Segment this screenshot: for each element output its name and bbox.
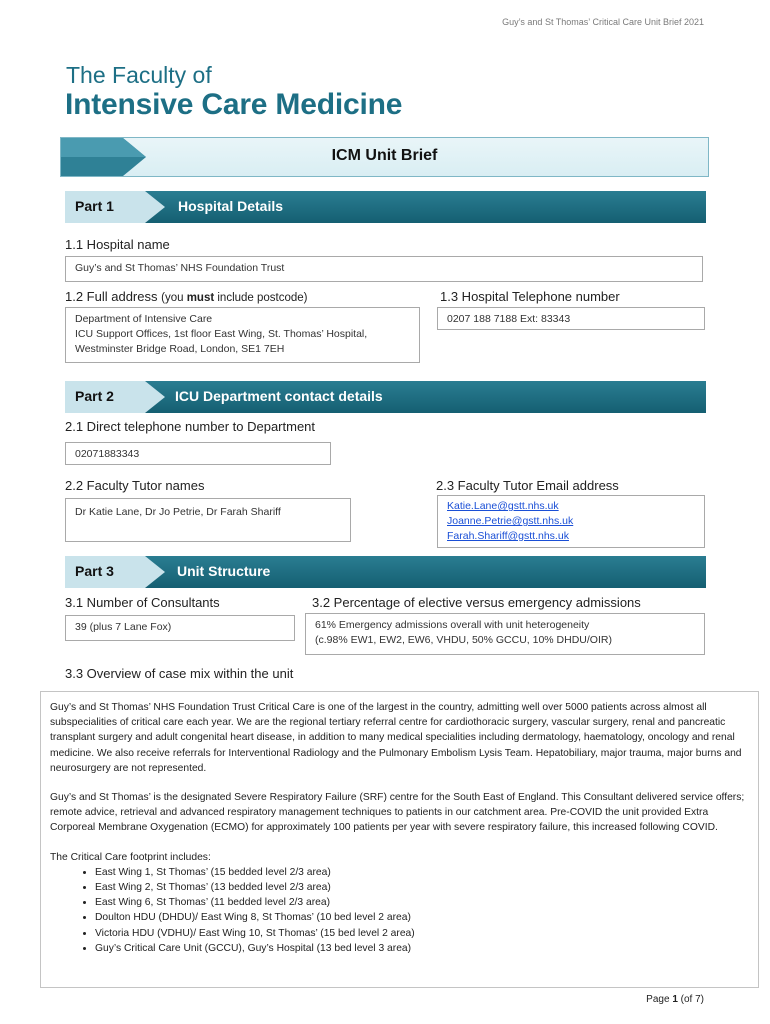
case-mix-paragraph-2: Guy’s and St Thomas’ is the designated Severe Respiratory Failure (SRF) centre for the South East of England. This Consultant delivered service offers; remote advice, retrieval and advanced respiratory management techniques to patients in our catchment area. Pre-COVID the unit provided Extra Corporeal Membrane Oxygenation (ECMO) for approximately 100 patients per year with severe respiratory failure, this increased following COVID. xyxy=(50,792,745,834)
faculty-logo-line2: Intensive Care Medicine xyxy=(65,88,403,121)
address-line: ICU Support Offices, 1st floor East Wing, St. Thomas’ Hospital, xyxy=(75,328,368,340)
case-mix-paragraph-1: Guy’s and St Thomas’ NHS Foundation Trust Critical Care is one of the largest in the country, admitting well over 5000 patients across almost all subspecialities of critical care each year. We are the regional tertiary referral centre for cardiothoracic surgery, vascular surgery, renal and pancreatic transplant surgery and adult congenital heart disease, in addition to many medical specialities including dermatology, haematology, oncology and renal medicine. We also receive referrals for Interventional Radiology and the Pulmonary Embolism Lysis Team. Hepatobiliary, major trauma, major burns and neurosurgery are not represented. xyxy=(50,702,742,774)
full-address-field xyxy=(65,307,420,363)
email-link[interactable]: Katie.Lane@gstt.nhs.uk xyxy=(447,500,559,512)
address-line: Westminster Bridge Road, London, SE1 7EH xyxy=(75,343,285,355)
part2-header xyxy=(65,381,706,413)
icm-unit-brief-banner xyxy=(60,137,709,177)
elective-emergency-field xyxy=(305,613,705,655)
email-link[interactable]: Joanne.Petrie@gstt.nhs.uk xyxy=(447,515,574,527)
part3-title: Unit Structure xyxy=(177,563,271,579)
part3-label: Part 3 xyxy=(75,563,114,579)
admissions-line: (c.98% EW1, EW2, EW6, VHDU, 50% GCCU, 10% DHDU/OIR) xyxy=(315,634,612,646)
department-telephone-field: 02071883343 xyxy=(65,442,331,465)
banner-title: ICM Unit Brief xyxy=(331,147,438,164)
footprint-item: • East Wing 2, St Thomas’ (13 bedded level 2/3 area) xyxy=(95,880,749,895)
hospital-telephone-field: 0207 188 7188 Ext: 83343 xyxy=(437,307,705,330)
part1-label: Part 1 xyxy=(75,198,114,214)
question-2-1: 2.1 Direct telephone number to Department xyxy=(65,419,316,434)
footprint-item: • East Wing 1, St Thomas’ (15 bedded level 2/3 area) xyxy=(95,865,749,880)
question-2-3: 2.3 Faculty Tutor Email address xyxy=(436,478,619,493)
address-line: Department of Intensive Care xyxy=(75,313,213,325)
footprint-item: • East Wing 6, St Thomas’ (11 bedded level 2/3 area) xyxy=(95,895,749,910)
faculty-logo-line1: The Faculty of xyxy=(66,62,212,88)
part2-label: Part 2 xyxy=(75,388,114,404)
faculty-tutor-names-field: Dr Katie Lane, Dr Jo Petrie, Dr Farah Shariff xyxy=(65,498,351,542)
question-2-2: 2.2 Faculty Tutor names xyxy=(65,478,205,493)
header-note: Guy’s and St Thomas’ Critical Care Unit Brief 2021 xyxy=(502,17,704,27)
case-mix-overview-box xyxy=(40,691,759,988)
email-link[interactable]: Farah.Shariff@gstt.nhs.uk xyxy=(447,530,569,542)
part1-title: Hospital Details xyxy=(178,198,284,214)
question-1-1: 1.1 Hospital name xyxy=(65,237,170,252)
question-3-1: 3.1 Number of Consultants xyxy=(65,595,220,610)
question-3-2: 3.2 Percentage of elective versus emergency admissions xyxy=(312,595,641,610)
hospital-name-field: Guy’s and St Thomas’ NHS Foundation Trust xyxy=(65,256,703,282)
footprint-item: • Doulton HDU (DHDU)/ East Wing 8, St Thomas’ (10 bed level 2 area) xyxy=(95,910,749,925)
part3-header xyxy=(65,556,706,588)
page-number: Page 1 (of 7) xyxy=(646,994,704,1005)
footprint-list xyxy=(50,865,749,956)
number-of-consultants-field: 39 (plus 7 Lane Fox) xyxy=(65,615,295,641)
question-3-3: 3.3 Overview of case mix within the unit xyxy=(65,666,294,681)
admissions-line: 61% Emergency admissions overall with unit heterogeneity xyxy=(315,619,590,631)
part2-title: ICU Department contact details xyxy=(175,388,383,404)
faculty-tutor-email-field xyxy=(437,495,705,548)
footprint-item: • Victoria HDU (VDHU)/ East Wing 10, St Thomas’ (15 bed level 2 area) xyxy=(95,926,749,941)
footprint-intro: The Critical Care footprint includes: xyxy=(50,851,211,863)
question-1-3: 1.3 Hospital Telephone number xyxy=(440,289,620,304)
question-1-2: 1.2 Full address (you must include postcode) xyxy=(65,289,308,304)
footprint-item: • Guy’s Critical Care Unit (GCCU), Guy’s Hospital (13 bed level 3 area) xyxy=(95,941,749,956)
part1-header xyxy=(65,191,706,223)
